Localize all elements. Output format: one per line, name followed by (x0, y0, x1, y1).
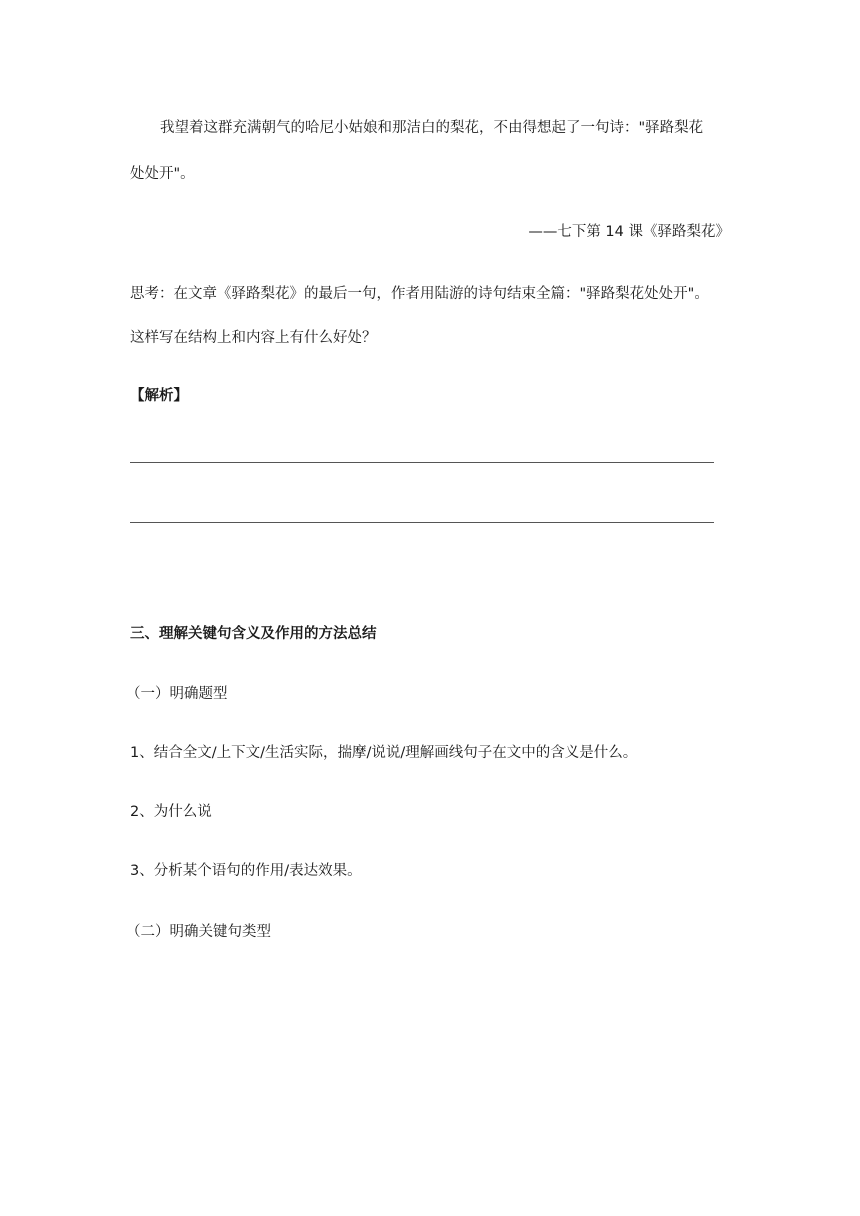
list-item-1: 1、结合全文/上下文/生活实际，揣摩/说说/理解画线句子在文中的含义是什么。 (130, 745, 638, 761)
list-item-3: 3、分析某个语句的作用/表达效果。 (130, 863, 362, 879)
passage-line-1: 我望着这群充满朝气的哈尼小姑娘和那洁白的梨花，不由得想起了一句诗："驿路梨花 (160, 120, 704, 136)
question-line-2: 这样写在结构上和内容上有什么好处？ (130, 330, 377, 346)
answer-line-1 (130, 462, 714, 463)
list-item-2: 2、为什么说 (130, 804, 212, 820)
analysis-label: 【解析】 (130, 388, 188, 404)
subsection-heading-2: （二）明确关键句类型 (126, 924, 271, 940)
section-heading: 三、理解关键句含义及作用的方法总结 (130, 626, 377, 642)
subsection-heading-1: （一）明确题型 (126, 686, 228, 702)
answer-line-2 (130, 522, 714, 523)
passage-line-2: 处处开"。 (130, 166, 195, 182)
passage-source: ——七下第 14 课《驿路梨花》 (528, 224, 730, 240)
question-line-1: 思考：在文章《驿路梨花》的最后一句，作者用陆游的诗句结束全篇："驿路梨花处处开"。 (130, 286, 709, 302)
